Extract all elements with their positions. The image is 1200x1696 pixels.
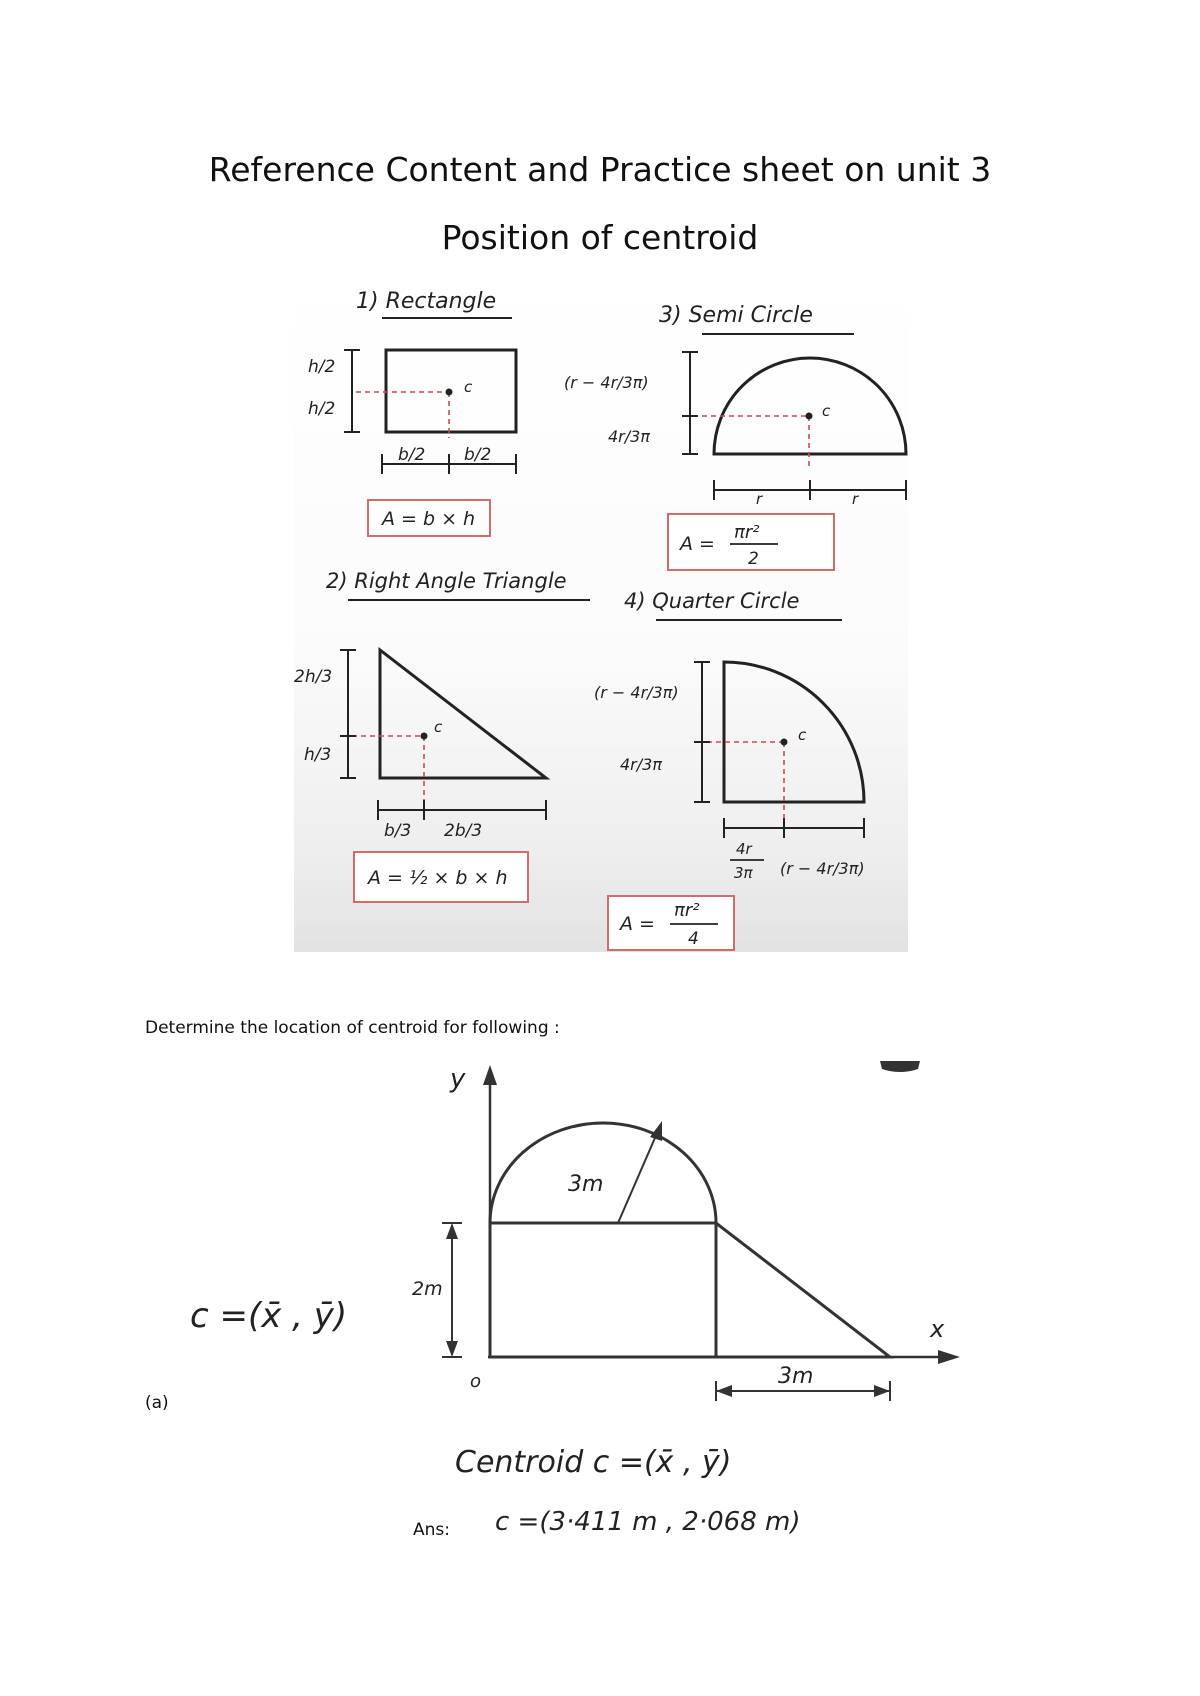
answer-line-1: Centroid c =(x̄ , ȳ) [455, 1445, 732, 1480]
x-axis-arrow [938, 1350, 960, 1364]
ink-mark [880, 1061, 920, 1072]
rectangle-heading: 1) Rectangle [356, 289, 497, 314]
answer-line-2: c =(3·411 m , 2·068 m) [495, 1507, 801, 1537]
radius-label: 3m [568, 1172, 604, 1197]
semicircle-shape [714, 358, 906, 454]
rectangle-h-top-label: h/2 [308, 357, 336, 377]
semicircle-r-right-label: r [852, 490, 859, 508]
height-arrow-bottom [446, 1341, 458, 1357]
part-label: (a) [145, 1393, 169, 1413]
document-title: Reference Content and Practice sheet on unit 3 [208, 150, 992, 189]
base-arrow-right [874, 1385, 890, 1397]
triangle-centroid-label: c [434, 718, 443, 736]
composite-rectangle [490, 1223, 716, 1357]
base-arrow-left [716, 1385, 732, 1397]
triangle-b-right-label: 2b/3 [444, 821, 483, 841]
quarter-circle-heading: 4) Quarter Circle [624, 589, 800, 613]
triangle-shape [380, 650, 546, 778]
semicircle-bottom-dimension: 4r/3π [608, 427, 650, 446]
rectangle-area-formula: A = b × h [382, 508, 476, 530]
semicircle-top-dimension: (r − 4r/3π) [564, 373, 649, 392]
triangle-heading: 2) Right Angle Triangle [326, 569, 567, 593]
quarter-circle-area-numerator: πr² [674, 900, 700, 921]
centroid-expression: c =(x̄ , ȳ) [190, 1296, 348, 1336]
origin-label: o [470, 1371, 482, 1392]
centroid-reference-panel [294, 278, 908, 952]
x-axis-label: x [930, 1315, 945, 1343]
height-label: 2m [412, 1278, 443, 1300]
quarter-circle-shape [724, 662, 864, 802]
triangle-b-left-label: b/3 [384, 821, 412, 841]
y-axis-arrow [483, 1065, 497, 1085]
composite-triangle [716, 1223, 890, 1357]
centroid-reference-figure [294, 278, 908, 952]
quarter-circle-x-right-dimension: (r − 4r/3π) [780, 859, 865, 878]
semicircle-area-denominator: 2 [748, 549, 759, 569]
practice-prompt: Determine the location of centroid for following : [145, 1018, 560, 1038]
triangle-h-bottom-label: h/3 [304, 745, 332, 765]
composite-shape-figure [168, 1055, 968, 1413]
answer-label: Ans: [413, 1520, 450, 1540]
height-arrow-top [446, 1223, 458, 1239]
rectangle-b-right-label: b/2 [464, 445, 492, 465]
quarter-circle-x-left-denominator: 3π [734, 864, 753, 882]
triangle-area-formula: A = ½ × b × h [368, 867, 508, 889]
quarter-circle-top-dimension: (r − 4r/3π) [594, 683, 679, 702]
quarter-circle-centroid-dot [781, 739, 788, 746]
semicircle-r-left-label: r [756, 490, 763, 508]
problem-figure-a [168, 1055, 968, 1413]
base-label: 3m [778, 1364, 814, 1389]
answer-handwriting [455, 1430, 815, 1550]
radius-arrowhead [650, 1121, 662, 1141]
triangle-h-top-label: 2h/3 [294, 667, 333, 687]
rectangle-h-bottom-label: h/2 [308, 399, 336, 419]
quarter-circle-x-left-numerator: 4r [736, 840, 752, 858]
rectangle-b-left-label: b/2 [398, 445, 426, 465]
semicircle-area-numerator: πr² [734, 522, 760, 543]
quarter-circle-bottom-dimension: 4r/3π [620, 755, 662, 774]
semicircle-heading: 3) Semi Circle [659, 303, 813, 328]
semicircle-centroid-label: c [822, 402, 831, 420]
triangle-centroid-dot [421, 733, 428, 740]
quarter-circle-area-lhs: A = [620, 913, 655, 935]
answer-figure [455, 1430, 815, 1550]
rectangle-centroid-label: c [464, 378, 473, 396]
semicircle-centroid-dot [806, 413, 813, 420]
quarter-circle-centroid-label: c [798, 726, 807, 744]
semicircle-area-lhs: A = [680, 533, 715, 555]
radius-line [618, 1131, 658, 1223]
document-subtitle: Position of centroid [441, 218, 759, 257]
rectangle-centroid-dot [446, 389, 453, 396]
quarter-circle-area-denominator: 4 [688, 929, 699, 949]
y-axis-label: y [450, 1064, 466, 1094]
